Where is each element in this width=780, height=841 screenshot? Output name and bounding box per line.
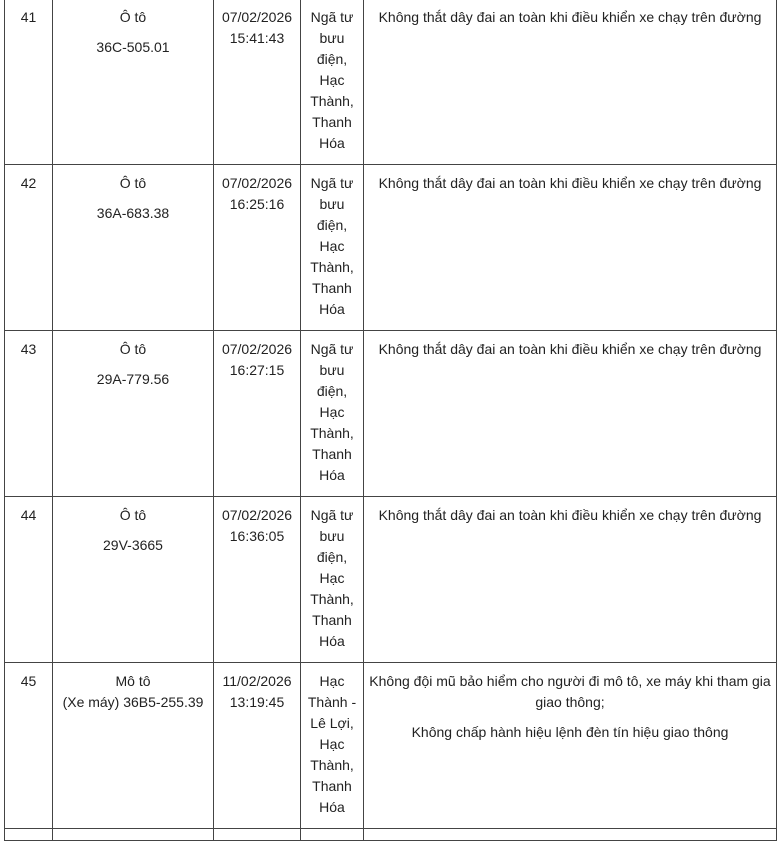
- row-number-cell: 43: [5, 331, 53, 497]
- table-row-partial: [5, 829, 777, 841]
- violation-date: 07/02/2026: [221, 9, 293, 25]
- violation-date: 07/02/2026: [221, 175, 293, 191]
- location-line: Thành,: [310, 259, 354, 275]
- datetime-cell: [214, 497, 301, 663]
- empty-cell: [214, 829, 301, 841]
- violation-date: 07/02/2026: [221, 341, 293, 357]
- datetime-cell: [214, 331, 301, 497]
- vehicle-cell: [53, 165, 214, 331]
- datetime-cell: [214, 663, 301, 829]
- violation-text: Không thắt dây đai an toàn khi điều khiển xe chạy trên đường: [378, 341, 762, 357]
- vehicle-cell: [53, 497, 214, 663]
- location-line: Ngã tư: [310, 341, 354, 357]
- location-cell: [301, 497, 364, 663]
- violation-text: Không đội mũ bảo hiểm cho người đi mô tô, xe máy khi tham gia giao thông;: [369, 673, 771, 710]
- location-line: Thành,: [310, 93, 354, 109]
- empty-cell: [53, 829, 214, 841]
- license-plate: 36C-505.01: [96, 39, 170, 55]
- location-line: Hóa: [319, 799, 345, 815]
- violation-time: 16:25:16: [229, 196, 285, 212]
- location-line: Hóa: [319, 301, 345, 317]
- violation-cell: [364, 165, 777, 331]
- license-plate: 29V-3665: [103, 537, 163, 553]
- location-cell: [301, 0, 364, 165]
- location-line: Lê Lợi,: [310, 715, 354, 731]
- violation-date: 11/02/2026: [222, 673, 292, 689]
- location-line: Hạc: [319, 736, 345, 752]
- location-line: Hạc: [319, 570, 345, 586]
- violation-time: 16:36:05: [229, 528, 285, 544]
- vehicle-cell: [53, 0, 214, 165]
- location-line: Ngã tư: [310, 175, 354, 191]
- location-line: Thanh: [312, 114, 352, 130]
- violations-table-container: [4, 0, 777, 841]
- location-cell: [301, 663, 364, 829]
- location-line: Hạc: [319, 72, 345, 88]
- violation-cell: [364, 0, 777, 165]
- table-row: [5, 0, 777, 165]
- location-line: bưu: [319, 362, 345, 378]
- location-line: Hóa: [319, 633, 345, 649]
- violation-time: 16:27:15: [229, 362, 285, 378]
- location-cell: [301, 331, 364, 497]
- violation-text: Không thắt dây đai an toàn khi điều khiển xe chạy trên đường: [378, 175, 762, 191]
- datetime-cell: [214, 165, 301, 331]
- table-row: [5, 331, 777, 497]
- table-row: [5, 663, 777, 829]
- license-plate: 36A-683.38: [96, 205, 170, 221]
- location-line: điện,: [316, 549, 348, 565]
- violations-table: [4, 0, 777, 841]
- violation-time: 13:19:45: [229, 694, 285, 710]
- vehicle-type: Ô tô: [119, 341, 147, 357]
- row-number-cell: 44: [5, 497, 53, 663]
- location-line: Thành,: [310, 425, 354, 441]
- vehicle-type: Ô tô: [119, 507, 147, 523]
- location-line: Hạc: [319, 404, 345, 420]
- violation-text: Không thắt dây đai an toàn khi điều khiển xe chạy trên đường: [378, 507, 762, 523]
- location-line: Thanh: [312, 778, 352, 794]
- location-line: Ngã tư: [310, 9, 354, 25]
- vehicle-cell: [53, 663, 214, 829]
- vehicle-type: Ô tô: [119, 9, 147, 25]
- row-number-cell: 41: [5, 0, 53, 165]
- location-line: Thành -: [307, 694, 357, 710]
- license-plate: (Xe máy) 36B5-255.39: [62, 694, 204, 710]
- location-line: điện,: [316, 217, 348, 233]
- empty-cell: [301, 829, 364, 841]
- location-line: bưu: [319, 196, 345, 212]
- location-line: Hạc: [319, 673, 345, 689]
- violation-cell: [364, 497, 777, 663]
- location-line: Thành,: [310, 757, 354, 773]
- violation-text: Không chấp hành hiệu lệnh đèn tín hiệu giao thông: [411, 724, 729, 740]
- datetime-cell: [214, 0, 301, 165]
- location-line: Hạc: [319, 238, 345, 254]
- empty-cell: [5, 829, 53, 841]
- location-line: Hóa: [319, 467, 345, 483]
- location-line: bưu: [319, 30, 345, 46]
- table-row: [5, 165, 777, 331]
- violations-table-body: [5, 0, 777, 841]
- location-cell: [301, 165, 364, 331]
- vehicle-cell: [53, 331, 214, 497]
- location-line: Thanh: [312, 280, 352, 296]
- vehicle-type: Mô tô: [115, 673, 151, 689]
- location-line: Thanh: [312, 612, 352, 628]
- location-line: điện,: [316, 383, 348, 399]
- violation-date: 07/02/2026: [221, 507, 293, 523]
- row-number-cell: 45: [5, 663, 53, 829]
- location-line: điện,: [316, 51, 348, 67]
- location-line: Hóa: [319, 135, 345, 151]
- violation-cell: [364, 663, 777, 829]
- table-row: [5, 497, 777, 663]
- location-line: Ngã tư: [310, 507, 354, 523]
- vehicle-type: Ô tô: [119, 175, 147, 191]
- violation-cell: [364, 331, 777, 497]
- empty-cell: [364, 829, 777, 841]
- row-number-cell: 42: [5, 165, 53, 331]
- violation-text: Không thắt dây đai an toàn khi điều khiển xe chạy trên đường: [378, 9, 762, 25]
- violation-time: 15:41:43: [229, 30, 285, 46]
- license-plate: 29A-779.56: [96, 371, 170, 387]
- location-line: Thanh: [312, 446, 352, 462]
- location-line: bưu: [319, 528, 345, 544]
- location-line: Thành,: [310, 591, 354, 607]
